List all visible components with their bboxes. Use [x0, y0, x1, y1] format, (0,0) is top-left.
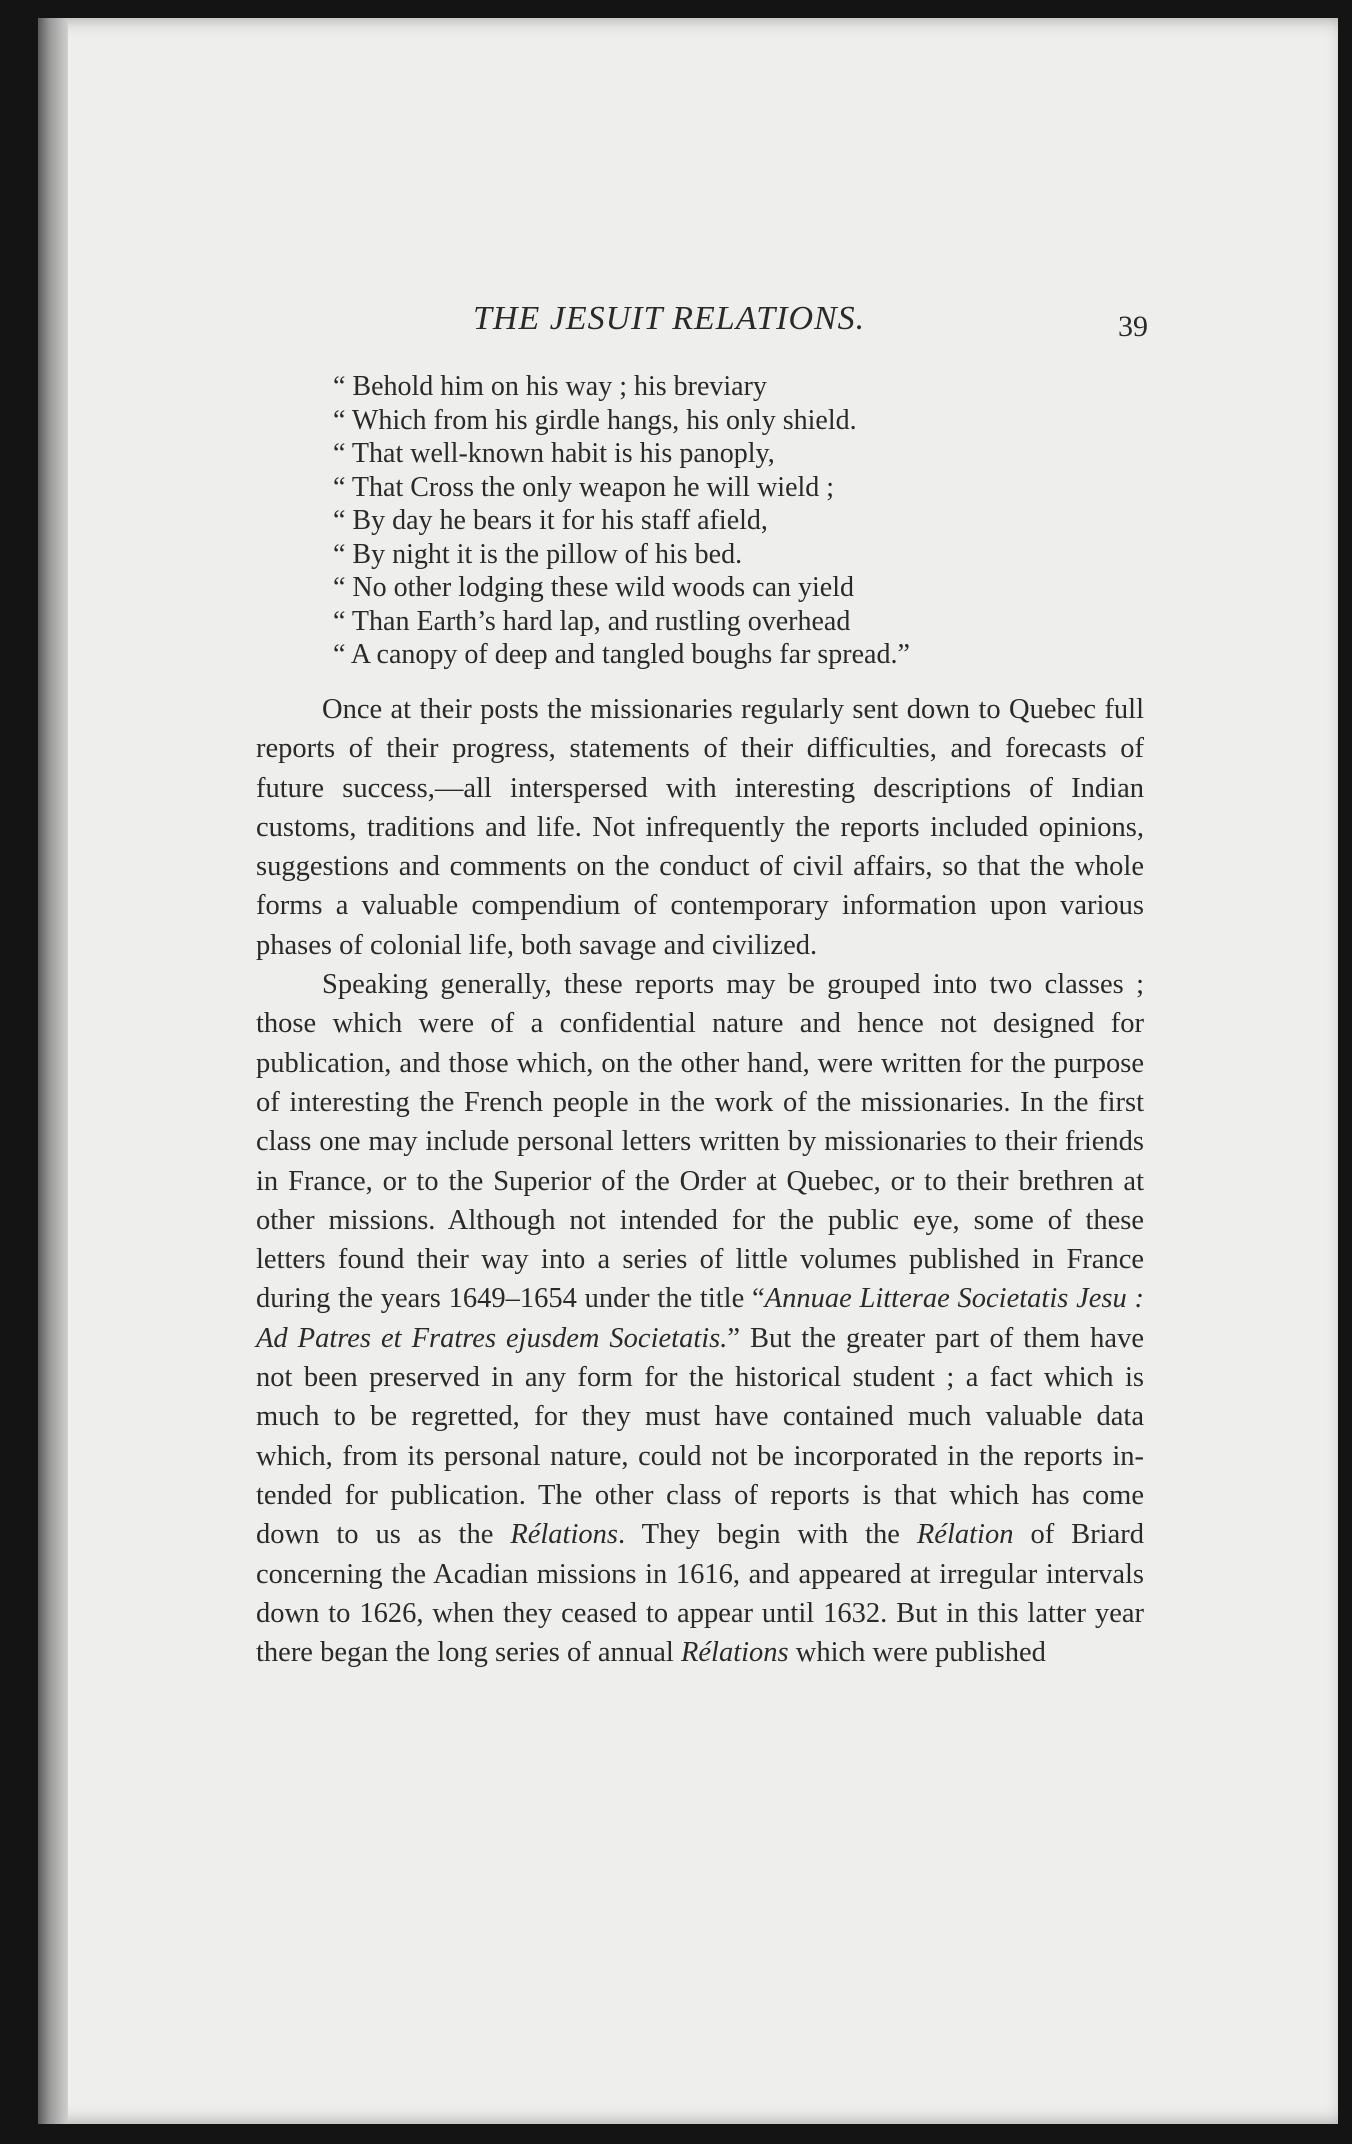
verse-line: “ By day he bears it for his staff afield,	[333, 505, 768, 536]
verse-line: “ That Cross the only weapon he will wield ;	[333, 471, 835, 503]
page-header	[258, 300, 1158, 344]
book-spine-shadow	[38, 18, 68, 2124]
verse-line: “ By night it is the pillow of his bed.	[333, 538, 743, 570]
relations-italic: Rélations	[680, 1637, 789, 1669]
paragraph-report-classes	[256, 965, 1144, 1672]
paragraph-text: Speaking generally, these reports may be grouped into two classes ; those which were of a confidential nature and hence not designed for publication, and those which, on the other hand, were written for the purpose of interesting the French people in the work of the missionaries. In the first class one may include personal letters written by missionaries to their friends in France, or to the Superior of the Order at Quebec, or to their brethren at other missions. Although not intended for the public eye, some of these letters found their way into a series of little volumes published in France during the years 1649–1654 under the title “	[256, 969, 1144, 1315]
paragraph-text: which were published	[788, 1637, 1046, 1669]
paragraph-text: of Briard concerning the Acadian missions in 1616, and appeared at irregular intervals down to 1626, when they ceased to appear until 1632. But in this latter year there began the long series of annual	[256, 1519, 1144, 1669]
verse-line: “ A canopy of deep and tangled boughs far spread.”	[333, 639, 910, 670]
paragraph-text: . They begin with the	[617, 1519, 917, 1551]
body-text	[256, 690, 1144, 1672]
paragraph-text: ” But the greater part of them have not been preserved in any form for the historical student ; a fact which is much to be regretted, for they must have contained much valuable data which, from its personal nature, could not be incorporated in the reports intended for publication. The other class of reports is that which has come down to us as the	[256, 1322, 1144, 1551]
page-number: 39	[1118, 310, 1148, 343]
verse-line: “ That well-known habit is his panoply,	[333, 438, 775, 469]
paragraph-missionary-reports: Once at their posts the missionaries regularly sent down to Quebec full reports of their progress, statements of their difficulties, and forecasts of future success,—all interspersed with interesting descriptions of Indian customs, traditions and life. Not infrequently the reports included opinions, suggestions and comments on the conduct of civil affairs, so that the whole forms a valuable compendium of contemporary information upon various phases of colonial life, both savage and civilized.	[256, 694, 1144, 961]
verse-quotation	[333, 370, 1133, 672]
verse-line: “ No other lodging these wild woods can yield	[333, 572, 855, 603]
verse-line: “ Than Earth’s hard lap, and rustling overhead	[333, 605, 851, 637]
book-page	[38, 18, 1338, 2124]
relation-italic: Rélation	[916, 1519, 1014, 1551]
relations-italic: Rélations	[510, 1519, 618, 1551]
running-title: THE JESUIT RELATIONS.	[473, 300, 866, 337]
verse-line: “ Behold him on his way ; his breviary	[333, 371, 767, 402]
verse-line: “ Which from his girdle hangs, his only shield.	[333, 404, 857, 436]
latin-title-italic: Annuae Litterae Societatis Jesu : Ad Patres et Fratres ejusdem Societatis.	[256, 1283, 1144, 1354]
